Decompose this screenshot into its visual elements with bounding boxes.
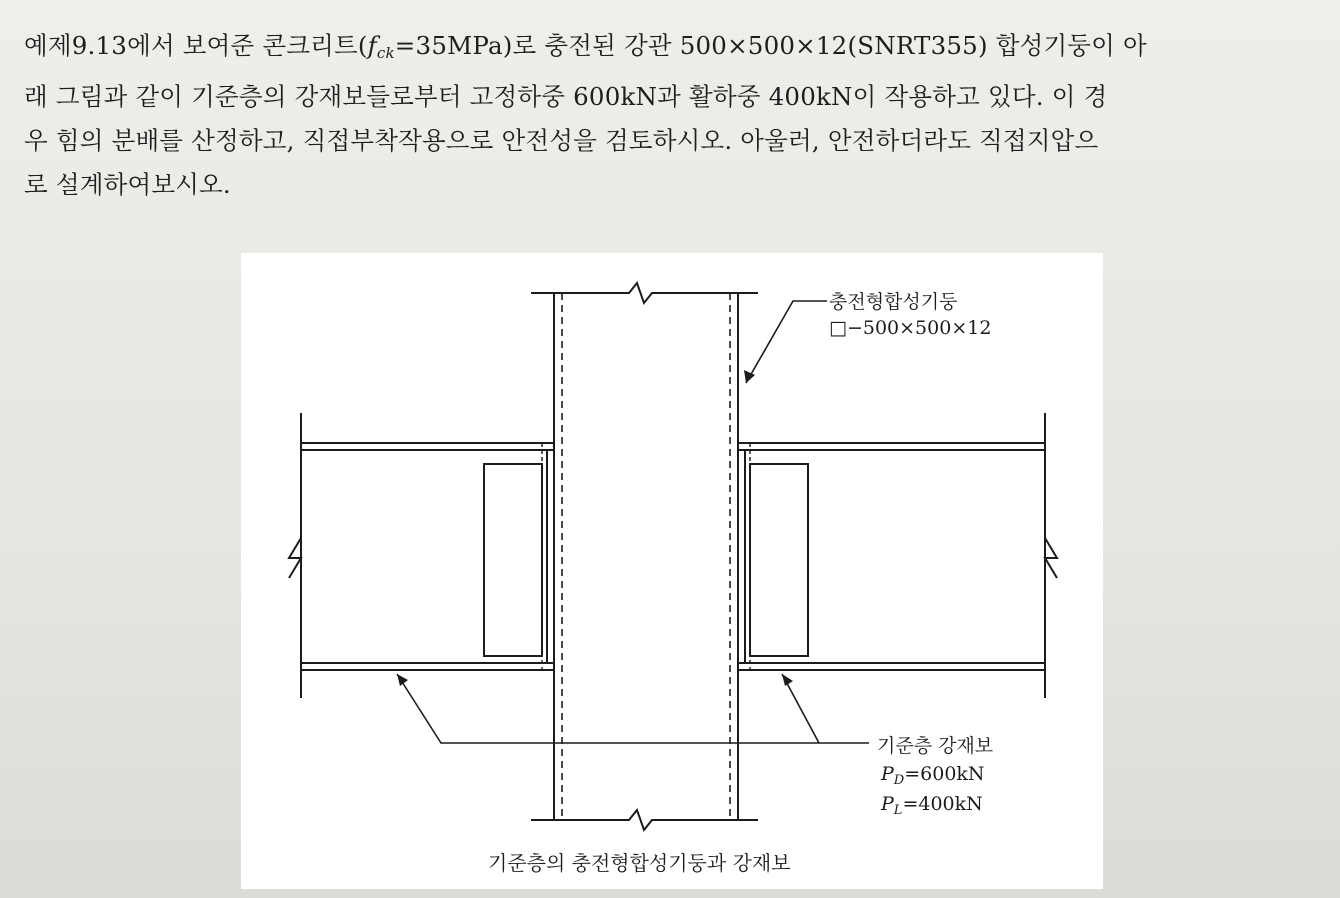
beam-leaders xyxy=(397,674,869,743)
problem-line-1-end: =35MPa)로 충전된 강관 500×500×12(SNRT355) 합성기둥이 아 xyxy=(394,31,1147,60)
figure-panel xyxy=(241,253,1103,889)
column-leader xyxy=(746,301,827,383)
problem-line-2: 래 그림과 같이 기준층의 강재보들로부터 고정하중 600kN과 활하중 400kN이 작용하고 있다. 이 경 xyxy=(24,82,1108,111)
beam-label: 기준층 강재보 xyxy=(877,735,994,757)
left-beam xyxy=(289,413,554,698)
column-label-type: 충전형합성기둥 xyxy=(829,291,958,313)
problem-line-1-start: 예제9.13에서 보여준 콘크리트( xyxy=(24,31,368,60)
bleed-through-text xyxy=(140,300,147,325)
column-inner-walls xyxy=(562,293,730,820)
right-beam xyxy=(738,413,1057,698)
dead-load-label: $P_D=600kN$ xyxy=(881,763,985,788)
column-outline xyxy=(531,283,758,830)
fck-symbol: $f_{ck}$ xyxy=(367,31,395,62)
column-label-size: □−500×500×12 xyxy=(829,317,992,339)
problem-line-1 xyxy=(24,24,1320,75)
problem-line-3: 우 힘의 분배를 산정하고, 직접부착작용으로 안전성을 검토하시오. 아울러, 안전하더라도 직접지압으 xyxy=(24,126,1099,155)
leader-arrowheads xyxy=(397,370,793,686)
problem-line-4: 로 설계하여보시오. xyxy=(24,170,231,199)
live-load-label: $P_L=400kN$ xyxy=(881,793,983,818)
problem-statement xyxy=(24,24,1320,207)
figure-caption: 기준층의 충전형합성기둥과 강재보 xyxy=(488,851,791,875)
